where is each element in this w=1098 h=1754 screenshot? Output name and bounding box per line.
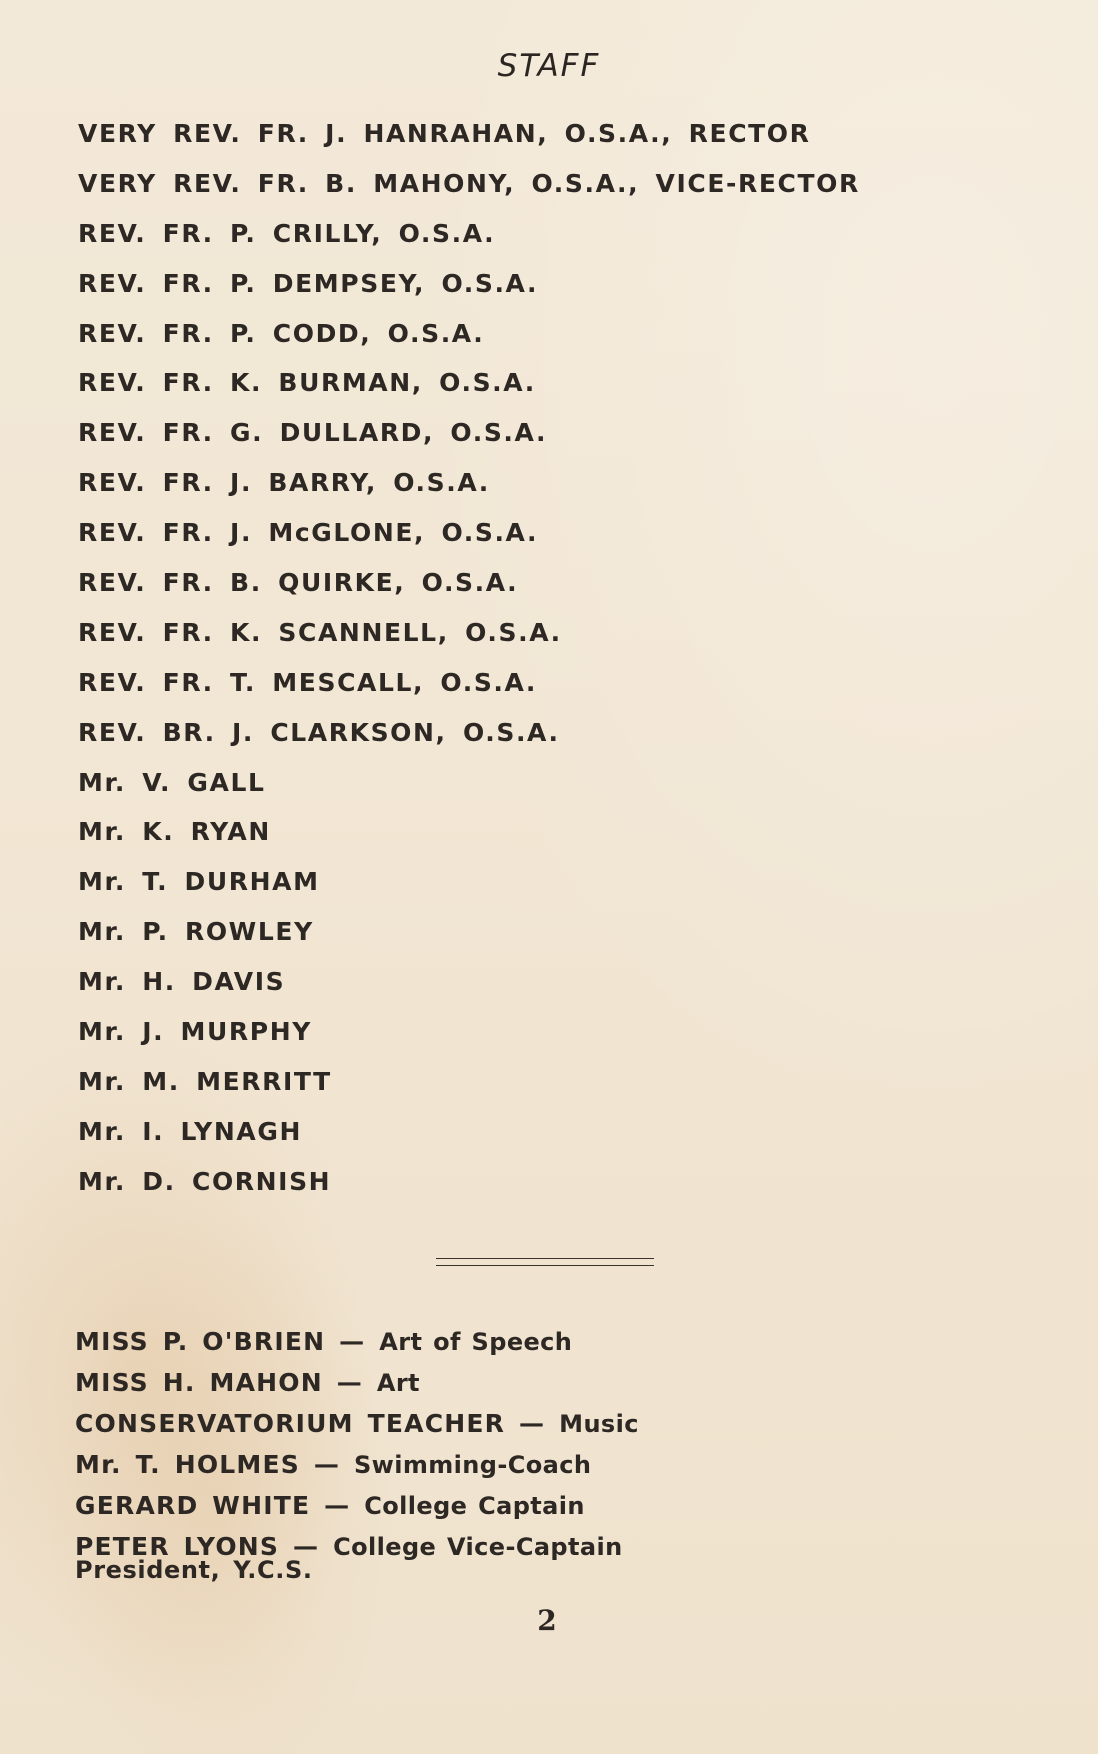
entry-separator: — bbox=[325, 1327, 380, 1356]
entry-name: PETER LYONS bbox=[75, 1532, 280, 1561]
other-staff-entry bbox=[75, 1488, 639, 1529]
staff-entry: REV. FR. K. SCANNELL, O.S.A. bbox=[78, 617, 562, 647]
other-staff-entry bbox=[75, 1447, 639, 1488]
staff-entry: Mr. D. CORNISH bbox=[78, 1166, 332, 1196]
staff-entry: Mr. V. GALL bbox=[78, 767, 266, 797]
staff-entry: REV. FR. B. QUIRKE, O.S.A. bbox=[78, 568, 519, 598]
staff-entry: VERY REV. FR. J. HANRAHAN, O.S.A., RECTOR bbox=[78, 119, 811, 148]
staff-entry: REV. FR. T. MESCALL, O.S.A. bbox=[78, 667, 538, 697]
staff-entry: REV. FR. P. CODD, O.S.A. bbox=[78, 318, 485, 348]
divider-rule bbox=[436, 1258, 654, 1259]
other-staff-entry bbox=[75, 1324, 639, 1365]
divider-rule bbox=[436, 1265, 654, 1266]
entry-role: Art bbox=[376, 1369, 420, 1397]
other-staff-list bbox=[75, 1324, 639, 1590]
entry-separator: — bbox=[322, 1368, 377, 1397]
staff-entry: Mr. M. MERRITT bbox=[78, 1066, 332, 1096]
entry-role: Music bbox=[559, 1410, 639, 1438]
entry-separator: — bbox=[505, 1409, 560, 1438]
other-staff-entry bbox=[75, 1406, 639, 1447]
entry-separator: — bbox=[299, 1450, 354, 1479]
page-title: STAFF bbox=[497, 48, 601, 84]
entry-role: Swimming-Coach bbox=[353, 1451, 592, 1479]
staff-entry: REV. FR. P. CRILLY, O.S.A. bbox=[78, 218, 496, 248]
entry-name: Mr. T. HOLMES bbox=[75, 1450, 300, 1479]
staff-list bbox=[78, 114, 860, 1212]
entry-role: College Vice-Captain bbox=[333, 1533, 623, 1561]
other-staff-entry bbox=[75, 1365, 639, 1406]
staff-entry: REV. FR. J. McGLONE, O.S.A. bbox=[78, 518, 539, 548]
other-staff-entry-continued: President, Y.C.S. bbox=[75, 1556, 313, 1584]
entry-name: GERARD WHITE bbox=[75, 1491, 311, 1520]
staff-entry: REV. FR. J. BARRY, O.S.A. bbox=[78, 468, 490, 498]
staff-entry: VERY REV. FR. B. MAHONY, O.S.A., VICE-RECTOR bbox=[78, 168, 860, 198]
staff-entry: Mr. P. ROWLEY bbox=[78, 917, 314, 947]
entry-role: Art of Speech bbox=[379, 1328, 573, 1356]
entry-separator: — bbox=[310, 1491, 365, 1520]
staff-entry: Mr. T. DURHAM bbox=[78, 867, 320, 897]
staff-entry: REV. FR. K. BURMAN, O.S.A. bbox=[78, 368, 536, 398]
staff-entry: Mr. J. MURPHY bbox=[78, 1017, 312, 1047]
staff-entry: REV. FR. G. DULLARD, O.S.A. bbox=[78, 418, 548, 448]
page-number: 2 bbox=[537, 1604, 557, 1637]
entry-name: MISS H. MAHON bbox=[75, 1368, 323, 1397]
staff-entry: REV. BR. J. CLARKSON, O.S.A. bbox=[78, 717, 560, 747]
entry-name: MISS P. O'BRIEN bbox=[75, 1327, 326, 1356]
staff-entry: REV. FR. P. DEMPSEY, O.S.A. bbox=[78, 268, 539, 298]
staff-entry: Mr. I. LYNAGH bbox=[78, 1116, 302, 1146]
staff-entry: Mr. K. RYAN bbox=[78, 817, 271, 847]
entry-separator: — bbox=[279, 1532, 334, 1561]
staff-entry: Mr. H. DAVIS bbox=[78, 967, 286, 997]
entry-role: College Captain bbox=[364, 1492, 585, 1520]
entry-name: CONSERVATORIUM TEACHER bbox=[75, 1409, 506, 1438]
